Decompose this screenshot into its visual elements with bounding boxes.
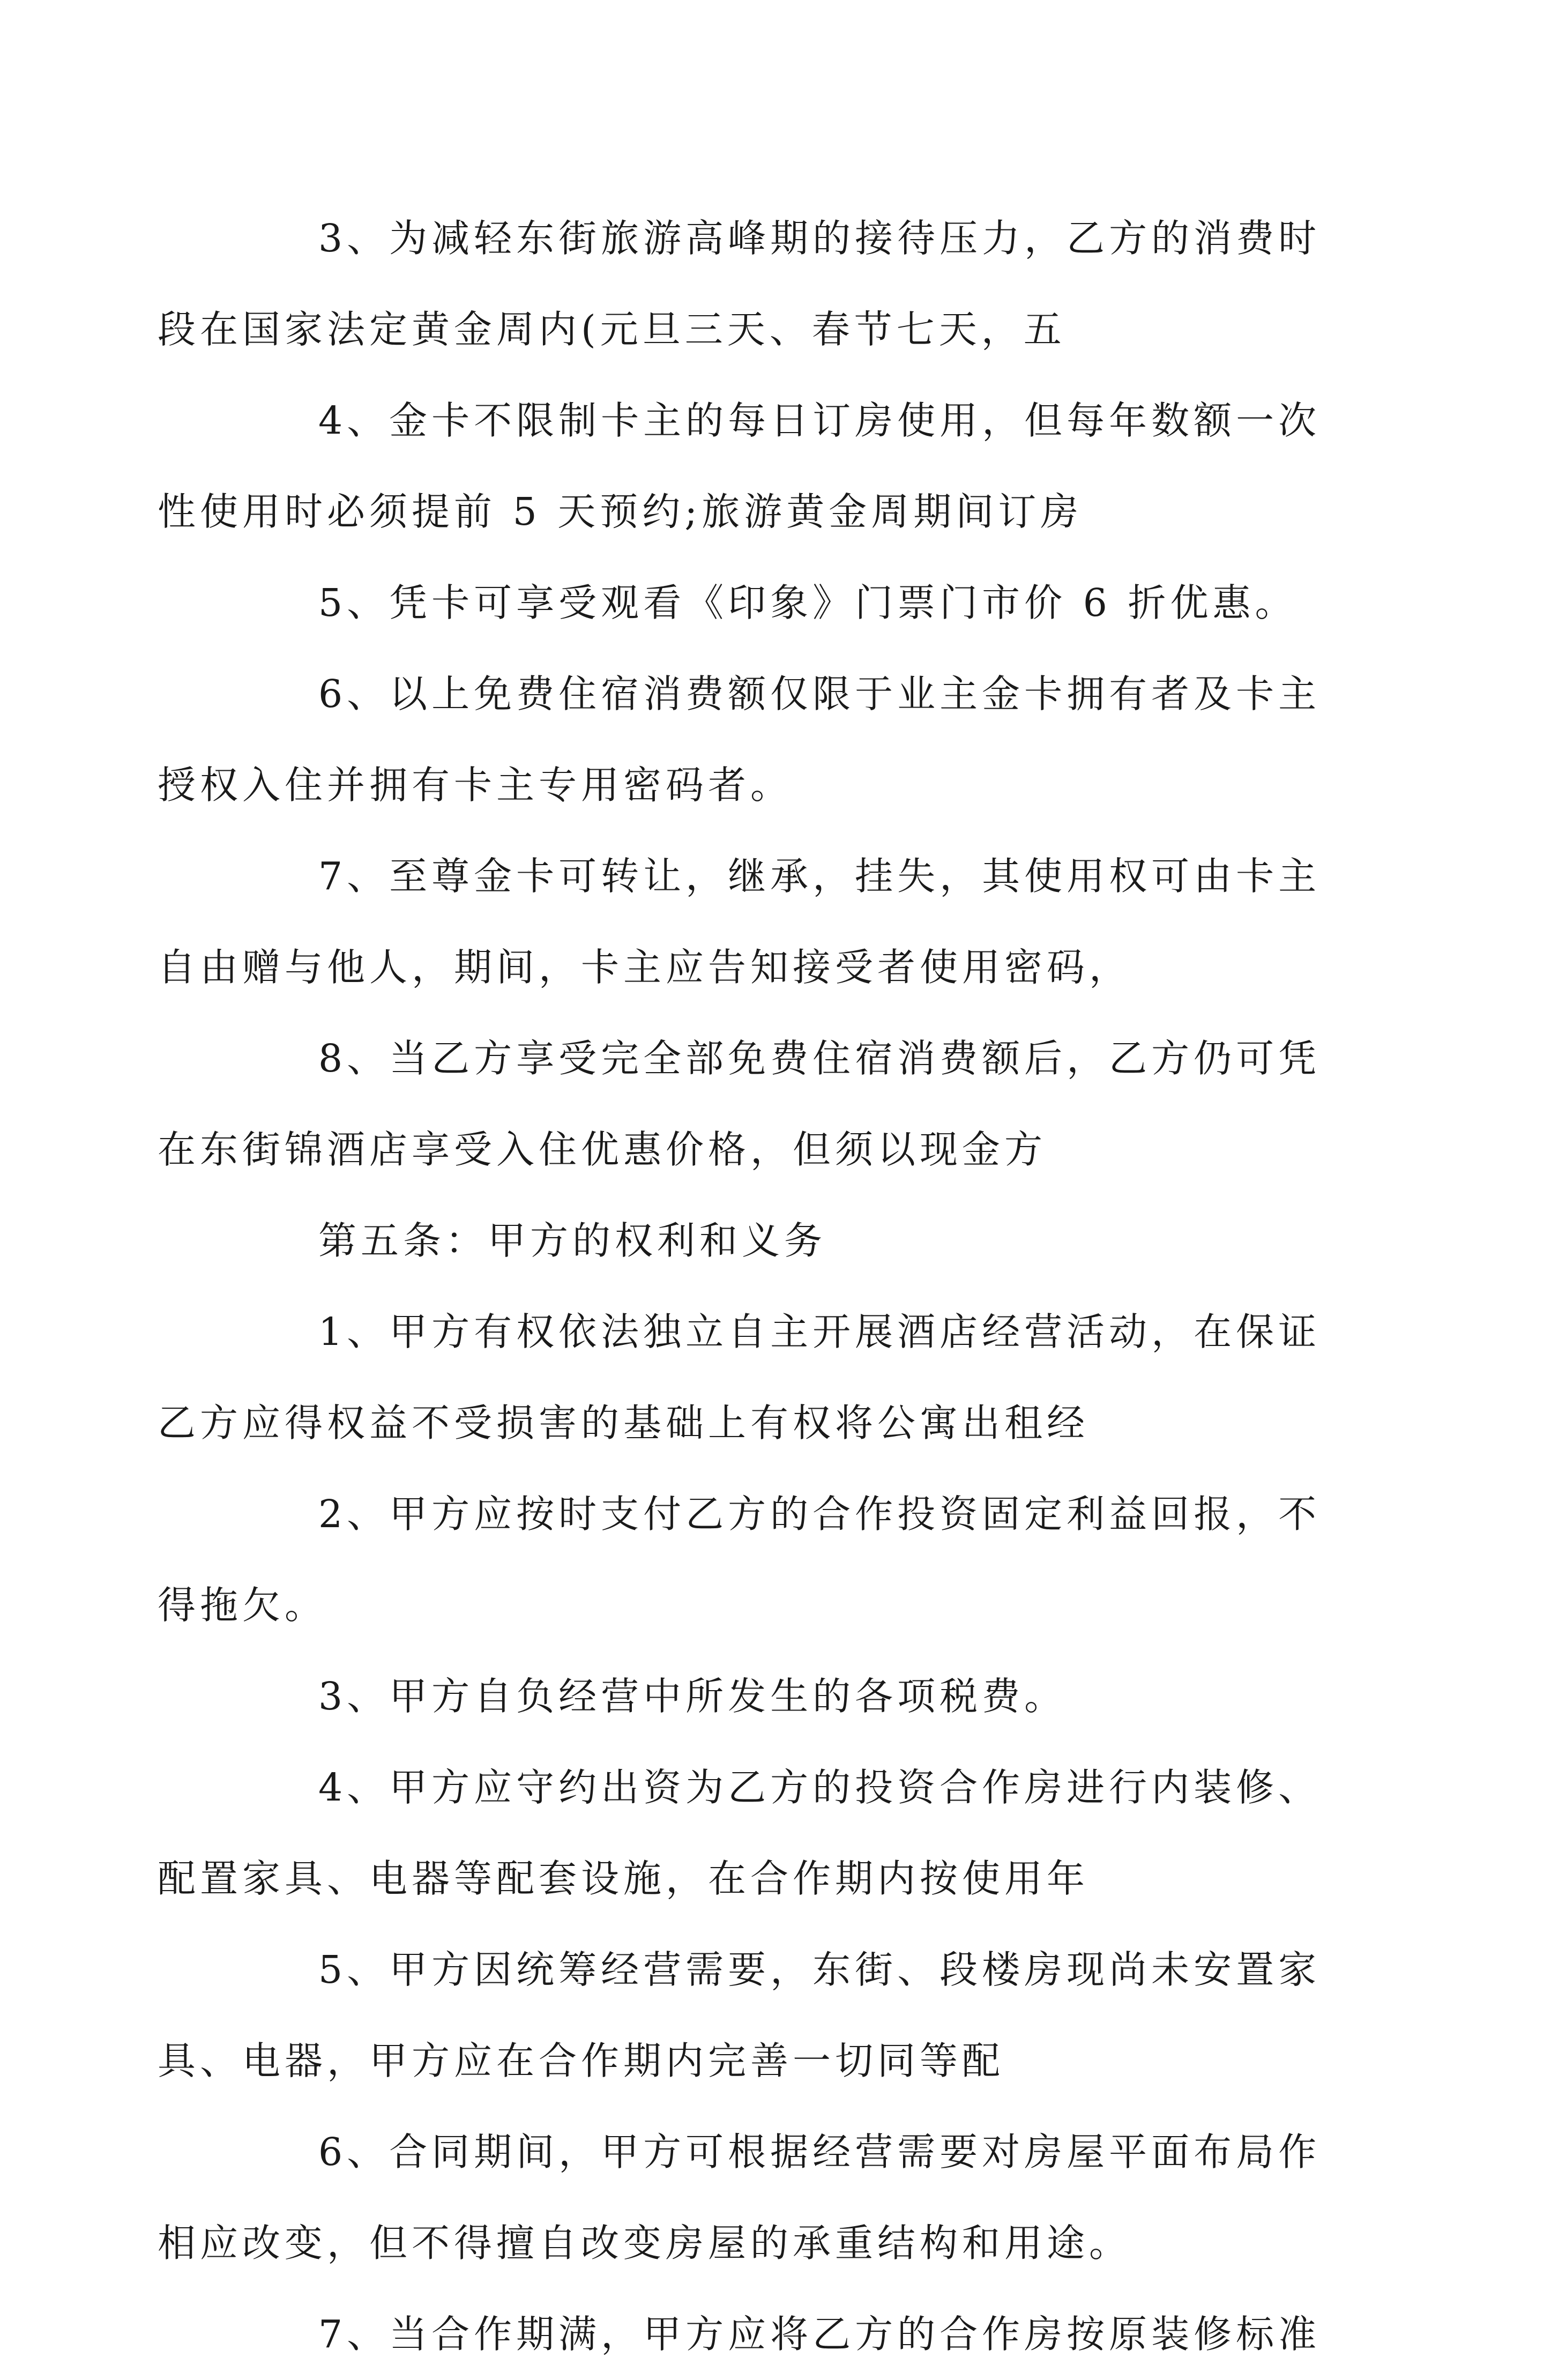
- text-line: 4、甲方应守约出资为乙方的投资合作房进行内装修、: [318, 1765, 1321, 1810]
- text-line: 5、凭卡可享受观看《印象》门票门市价 6 折优惠。: [318, 581, 1298, 625]
- clause-5-paragraph: [238, 557, 1326, 649]
- document-body: [158, 193, 1326, 2380]
- text-line: 6、以上免费住宿消费额仅限于业主金卡拥有者及卡主: [318, 672, 1321, 716]
- party-a-clause-6-paragraph: [158, 2107, 1326, 2289]
- text-line: 8、当乙方享受完全部免费住宿消费额后，乙方仍可凭: [318, 1036, 1321, 1081]
- text-line: 性使用时必须提前 5 天预约;旅游黄金周期间订房: [158, 489, 1083, 534]
- text-line: 乙方应得权益不受损害的基础上有权将公寓出租经: [158, 1401, 1090, 1445]
- party-a-clause-1-paragraph: [158, 1286, 1326, 1469]
- clause-7-paragraph: [158, 831, 1326, 1013]
- text-line: 6、合同期间，甲方可根据经营需要对房屋平面布局作: [318, 2130, 1321, 2174]
- text-line: 段在国家法定黄金周内(元旦三天、春节七天，五: [158, 307, 1066, 352]
- party-a-clause-7-paragraph: [238, 2289, 1326, 2380]
- text-line: 得拖欠。: [158, 1583, 327, 1627]
- party-a-clause-2-paragraph: [158, 1469, 1326, 1651]
- section-heading: 第五条：甲方的权利和义务: [318, 1218, 827, 1263]
- text-line: 配置家具、电器等配套设施，在合作期内按使用年: [158, 1856, 1090, 1901]
- text-line: 在东街锦酒店享受入住优惠价格，但须以现金方: [158, 1127, 1047, 1172]
- text-line: 相应改变，但不得擅自改变房屋的承重结构和用途。: [158, 2221, 1132, 2265]
- text-line: 5、甲方因统筹经营需要，东街、段楼房现尚未安置家: [318, 1947, 1321, 1992]
- text-line: 3、为减轻东街旅游高峰期的接待压力，乙方的消费时: [318, 216, 1321, 261]
- text-line: 4、金卡不限制卡主的每日订房使用，但每年数额一次: [318, 398, 1321, 443]
- text-line: 7、至尊金卡可转让，继承，挂失，其使用权可由卡主: [318, 854, 1321, 898]
- clause-4-paragraph: [158, 375, 1326, 557]
- party-a-clause-5-paragraph: [158, 1924, 1326, 2107]
- party-a-clause-3-paragraph: [238, 1651, 1326, 1742]
- text-line: 3、甲方自负经营中所发生的各项税费。: [318, 1674, 1067, 1719]
- text-line: 自由赠与他人，期间，卡主应告知接受者使用密码，: [158, 945, 1132, 990]
- text-line: 2、甲方应按时支付乙方的合作投资固定利益回报，不: [318, 1492, 1321, 1536]
- article-5-heading: [238, 1195, 1326, 1286]
- text-line: 授权入住并拥有卡主专用密码者。: [158, 763, 793, 807]
- text-line: 1、甲方有权依法独立自主开展酒店经营活动，在保证: [318, 1310, 1321, 1354]
- clause-3-paragraph: [158, 193, 1326, 375]
- party-a-clause-4-paragraph: [158, 1742, 1326, 1924]
- clause-8-paragraph: [158, 1013, 1326, 1195]
- text-line: 7、当合作期满，甲方应将乙方的合作房按原装修标准: [318, 2312, 1321, 2356]
- text-line: 具、电器，甲方应在合作期内完善一切同等配: [158, 2039, 1005, 2083]
- clause-6-paragraph: [158, 649, 1326, 831]
